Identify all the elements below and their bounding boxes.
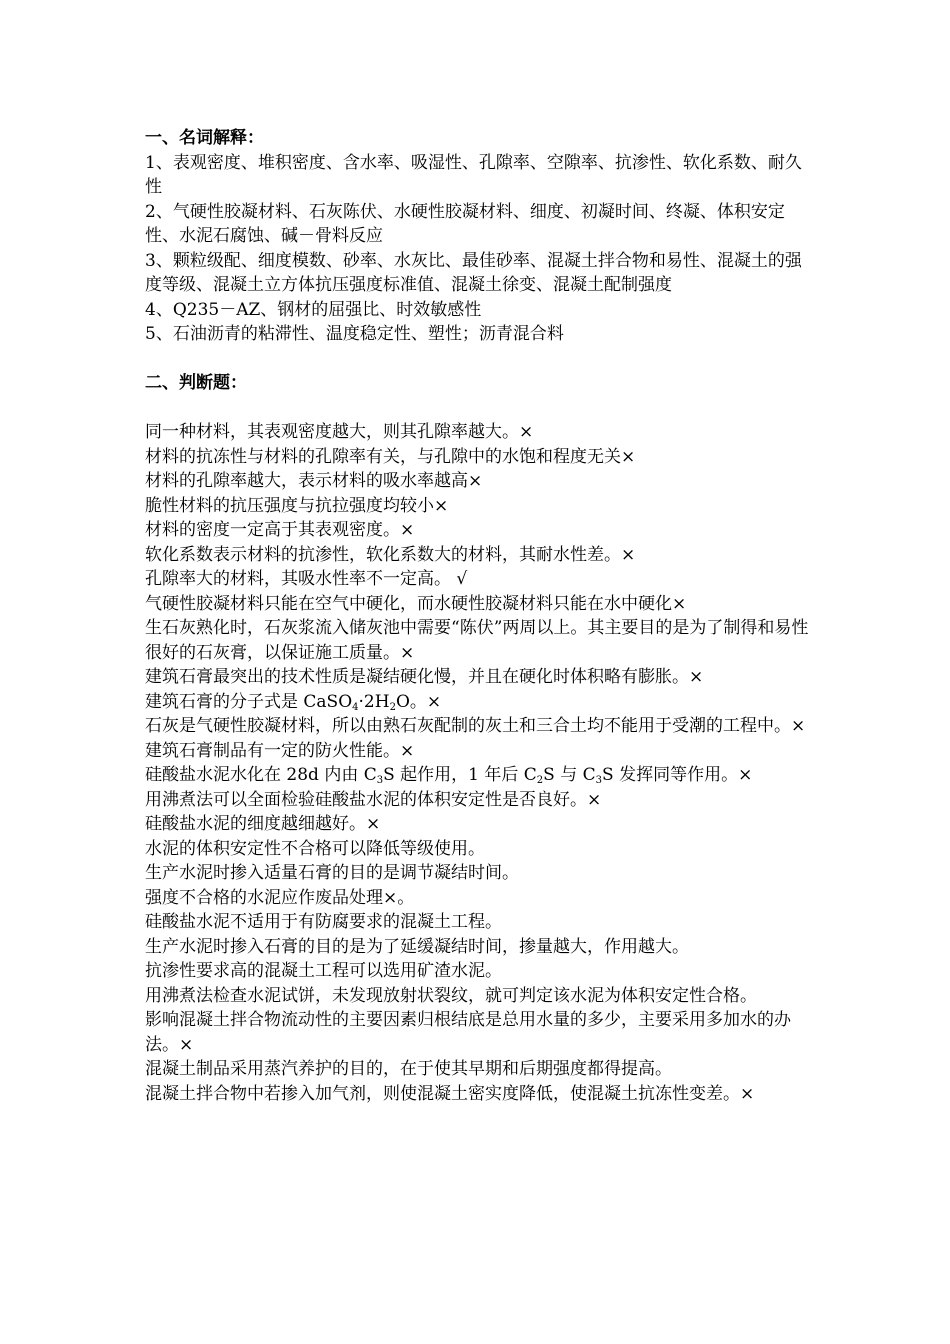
judgment-item: 硅酸盐水泥不适用于有防腐要求的混凝土工程。	[145, 912, 502, 932]
judgment-item: 抗渗性要求高的混凝土工程可以选用矿渣水泥。	[145, 961, 502, 981]
judgment-item: 水泥的体积安定性不合格可以降低等级使用。	[145, 838, 485, 859]
judgment-item: 生产水泥时掺入石膏的目的是为了延缓凝结时间，掺量越大，作用越大。	[145, 936, 689, 957]
judgment-item: 用沸煮法检查水泥试饼，未发现放射状裂纹，就可判定该水泥为体积安定性合格。	[145, 985, 757, 1006]
formula-subscript: 2	[389, 701, 396, 713]
judgment-item: 材料的密度一定高于其表观密度。×	[145, 520, 415, 540]
judgment-item: 硅酸盐水泥的细度越细越好。×	[145, 814, 381, 834]
judgment-item: 软化系数表示材料的抗渗性，软化系数大的材料，其耐水性差。×	[145, 544, 636, 565]
judgment-item: 材料的孔隙率越大，表示材料的吸水率越高×	[145, 471, 483, 491]
document-page	[145, 126, 810, 1106]
judgment-item: 生石灰熟化时，石灰浆流入储灰池中需要“陈伏”两周以上。其主要目的是为了制得和易性很好的石灰膏，以保证施工质量。×	[145, 618, 809, 663]
judgment-item: 建筑石膏制品有一定的防火性能。×	[145, 740, 415, 761]
judgment-item: 脆性材料的抗压强度与抗拉强度均较小×	[145, 495, 449, 516]
section1-title: 一、名词解释：	[145, 128, 264, 148]
section-spacer	[145, 396, 810, 421]
formula-text: ·2H	[358, 691, 390, 712]
section1-item-2: 2、气硬性胶凝材料、石灰陈伏、水硬性胶凝材料、细度、初凝时间、终凝、体积安定性、水泥石腐蚀、碱－骨料反应	[145, 201, 785, 246]
judgment-item: 同一种材料，其表观密度越大，则其孔隙率越大。×	[145, 422, 534, 442]
formula-text: CaSO	[303, 691, 353, 712]
section1-item-4: 4、Q235－AZ、钢材的屈强比、时效敏感性	[145, 299, 482, 320]
judgment-item: 材料的抗冻性与材料的孔隙率有关，与孔隙中的水饱和程度无关×	[145, 446, 636, 467]
formula-text: S 发挥同等作用。×	[602, 765, 753, 785]
section-spacer	[145, 347, 810, 372]
judgment-item: 混凝土拌合物中若掺入加气剂，则使混凝土密实度降低，使混凝土抗冻性变差。×	[145, 1083, 755, 1104]
judgment-item: 气硬性胶凝材料只能在空气中硬化，而水硬性胶凝材料只能在水中硬化×	[145, 593, 687, 614]
judgment-item: 孔隙率大的材料，其吸水性率不一定高。 √	[145, 569, 468, 589]
formula-text: 建筑石膏的分子式是	[145, 691, 304, 712]
judgment-item: 混凝土制品采用蒸汽养护的目的，在于使其早期和后期强度都得提高。	[145, 1059, 672, 1079]
judgment-item: 影响混凝土拌合物流动性的主要因素归根结底是总用水量的多少，主要采用多加水的办法。×	[145, 1010, 791, 1055]
section2-title: 二、判断题：	[145, 373, 247, 393]
judgment-item: 用沸煮法可以全面检验硅酸盐水泥的体积安定性是否良好。×	[145, 789, 602, 810]
formula-text: S 起作用，1 年后 C	[383, 765, 537, 785]
judgment-item: 石灰是气硬性胶凝材料，所以由熟石灰配制的灰土和三合土均不能用于受潮的工程中。×	[145, 716, 806, 736]
formula-subscript: 3	[595, 775, 603, 786]
judgment-item: 强度不合格的水泥应作废品处理×。	[145, 887, 415, 908]
formula-subscript: 4	[352, 701, 359, 713]
formula-text: 硅酸盐水泥水化在 28d 内由 C	[145, 765, 377, 785]
formula-text: O。×	[395, 691, 442, 712]
formula-subscript: 3	[376, 775, 384, 786]
judgment-item-cement-formula	[145, 763, 810, 788]
judgment-item: 生产水泥时掺入适量石膏的目的是调节凝结时间。	[145, 863, 519, 883]
judgment-item: 建筑石膏最突出的技术性质是凝结硬化慢，并且在硬化时体积略有膨胀。×	[145, 667, 704, 687]
formula-text: S 与 C	[543, 765, 596, 785]
formula-subscript: 2	[536, 775, 544, 786]
section1-item-1: 1、表观密度、堆积密度、含水率、吸湿性、孔隙率、空隙率、抗渗性、软化系数、耐久性	[145, 152, 802, 197]
judgment-item-gypsum-formula	[145, 690, 810, 715]
section1-item-5: 5、石油沥青的粘滞性、温度稳定性、塑性；沥青混合料	[145, 324, 564, 344]
section1-item-3: 3、颗粒级配、细度模数、砂率、水灰比、最佳砂率、混凝土拌合物和易性、混凝土的强度等级、混凝土立方体抗压强度标准值、混凝土徐变、混凝土配制强度	[145, 250, 802, 295]
